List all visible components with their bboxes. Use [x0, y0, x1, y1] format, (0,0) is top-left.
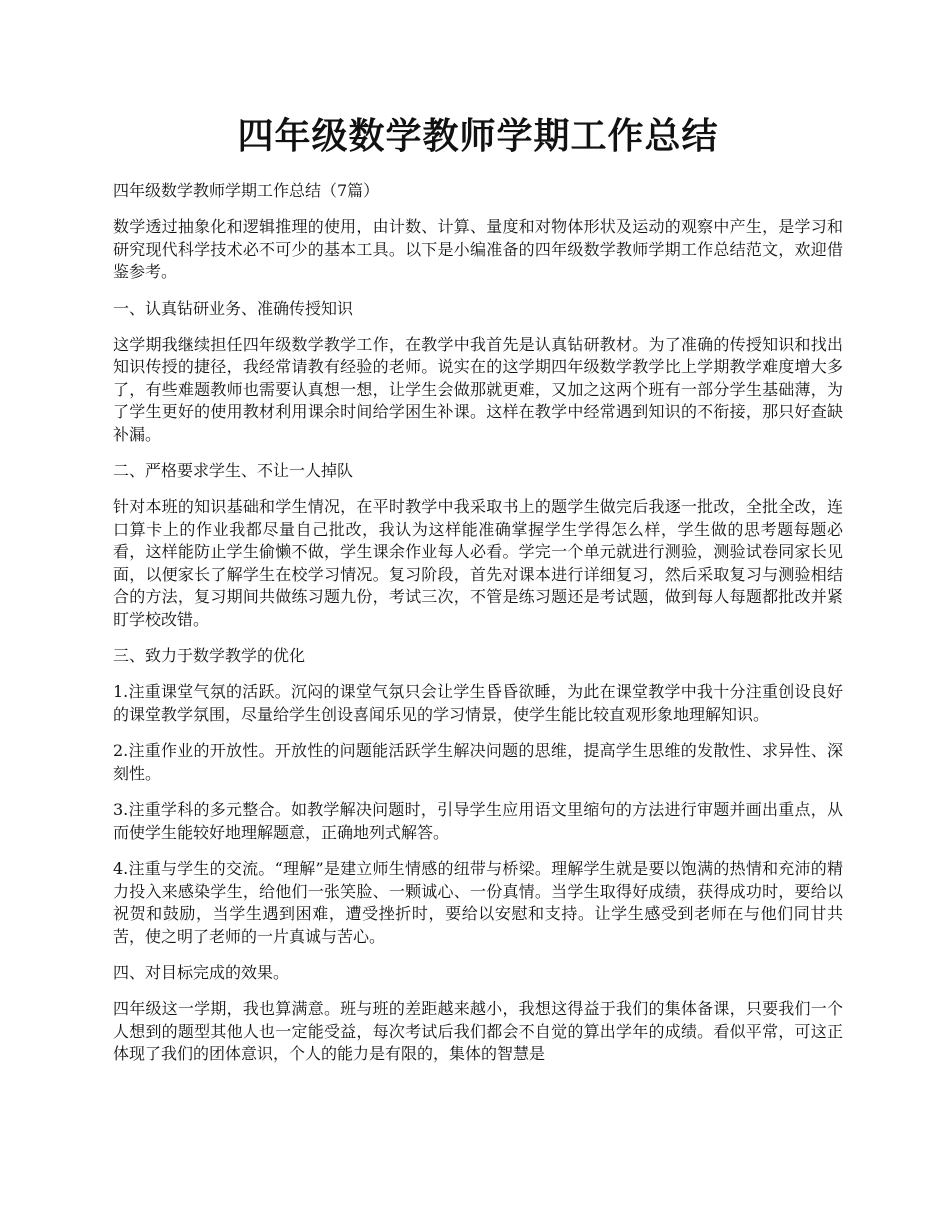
section-item-2: 2.注重作业的开放性。开放性的问题能活跃学生解决问题的思维，提高学生思维的发散性、求异性、深刻性。 — [113, 741, 843, 783]
section-body-2: 针对本班的知识基础和学生情况，在平时教学中我采取书上的题学生做完后我逐一批改，全批全改，连口算卡上的作业我都尽量自己批改，我认为这样能准确掌握学生学得怎么样，学生做的思考题每题必看，这样能防止学生偷懒不做，学生课余作业每人必看。学完一个单元就进行测验，测验试卷同家长见面，以便家长了解学生在校学习情况。复习阶段，首先对课本进行详细复习，然后采取复习与测验相结合的方法，复习期间共做练习题九份，考试三次，不管是练习题还是考试题，做到每人每题都批改并紧盯学校改错。 — [113, 497, 843, 629]
section-heading-2: 二、严格要求学生、不让一人掉队 — [113, 461, 354, 480]
section-item-1: 1.注重课堂气氛的活跃。沉闷的课堂气氛只会让学生昏昏欲睡，为此在课堂教学中我十分注重创设良好的课堂教学氛围，尽量给学生创设喜闻乐见的学习情景，使学生能比较直观形象地理解知识。 — [113, 682, 843, 724]
section-body-4: 四年级这一学期，我也算满意。班与班的差距越来越小，我想这得益于我们的集体备课，只要我们一个人想到的题型其他人也一定能受益，每次考试后我们都会不自觉的算出学年的成绩。看似平常，可这正体现了我们的团体意识，个人的能力是有限的，集体的智慧是 — [113, 999, 843, 1063]
section-item-3: 3.注重学科的多元整合。如教学解决问题时，引导学生应用语文里缩句的方法进行审题并画出重点，从而使学生能较好地理解题意，正确地列式解答。 — [113, 800, 843, 842]
section-item-4: 4.注重与学生的交流。“理解”是建立师生情感的纽带与桥梁。理解学生就是要以饱满的热情和充沛的精力投入来感染学生，给他们一张笑脸、一颗诚心、一份真情。当学生取得好成绩，获得成功时，要给以祝贺和鼓励，当学生遇到困难，遭受挫折时，要给以安慰和支持。让学生感受到老师在与他们同甘共苦，使之明了老师的一片真诚与苦心。 — [113, 859, 843, 946]
document-subtitle: 四年级数学教师学期工作总结（7篇） — [113, 181, 380, 200]
document-title: 四年级数学教师学期工作总结 — [237, 115, 719, 157]
section-body-1: 这学期我继续担任四年级数学教学工作，在教学中我首先是认真钻研教材。为了准确的传授知识和找出知识传授的捷径，我经常请教有经验的老师。说实在的这学期四年级数学教学比上学期教学难度增大多了，有些难题教师也需要认真想一想，让学生会做那就更难，又加之这两个班有一部分学生基础薄，为了学生更好的使用教材利用课余时间给学困生补课。这样在教学中经常遇到知识的不衔接，那只好查缺补漏。 — [113, 334, 843, 444]
section-heading-1: 一、认真钻研业务、准确传授知识 — [113, 298, 354, 318]
intro-paragraph: 数学透过抽象化和逻辑推理的使用，由计数、计算、量度和对物体形状及运动的观察中产生，是学习和研究现代科学技术必不可少的基本工具。以下是小编准备的四年级数学教师学期工作总结范文，欢迎借鉴参考。 — [113, 217, 843, 281]
section-heading-3: 三、致力于数学教学的优化 — [113, 646, 306, 665]
document-page — [113, 0, 843, 1066]
section-heading-4: 四、对目标完成的效果。 — [113, 963, 290, 982]
